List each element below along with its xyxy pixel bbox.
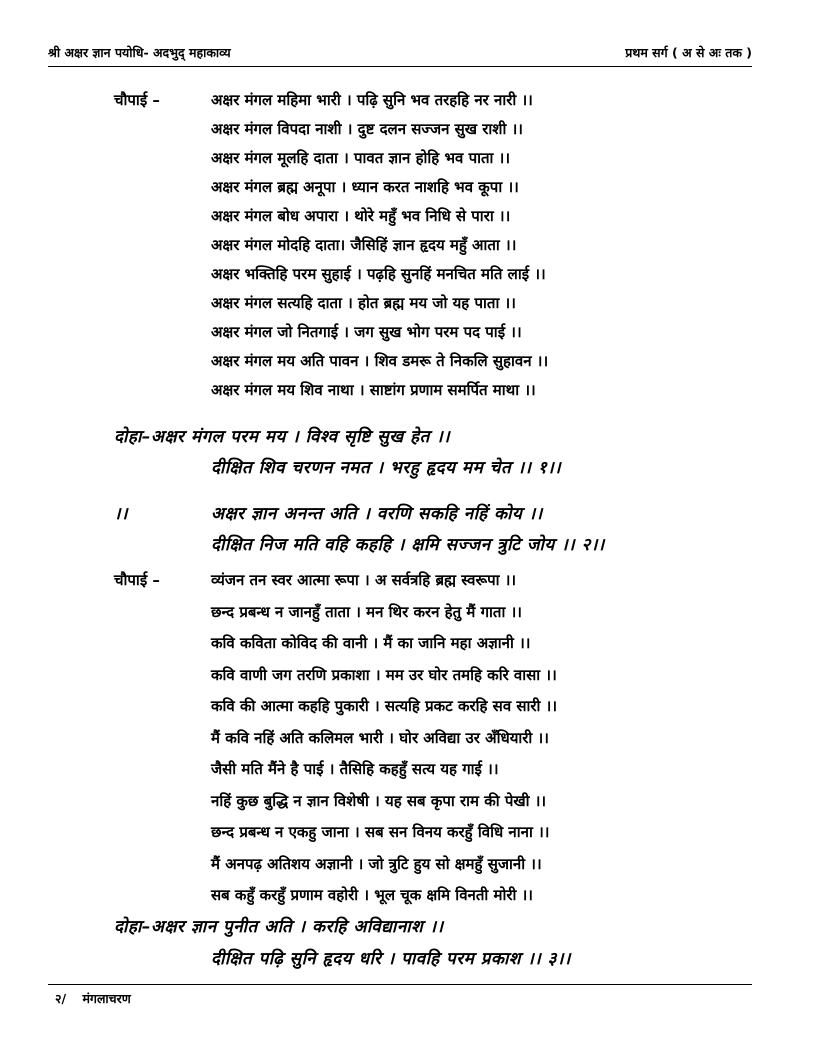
- verse-line: अक्षर मंगल विपदा नाशी । दुष्ट दलन सज्जन सुख राशी ।।: [211, 120, 523, 138]
- chaupai-label: चौपाई –: [114, 91, 160, 109]
- verse-line: अक्षर मंगल मय अति पावन । शिव डमरू ते निकलि सुहावन ।।: [211, 352, 549, 370]
- doha-line: दीक्षित निज मति वहि कहहि । क्षमि सज्जन त्रुटि जोय ।। २।।: [211, 535, 605, 555]
- footer-rule: [48, 984, 752, 985]
- verse-line: व्यंजन तन स्वर आत्मा रूपा । अ सर्वत्रहि ब्रह्म स्वरूपा ।।: [211, 571, 517, 589]
- chaupai-label: चौपाई –: [114, 571, 160, 589]
- book-title: श्री अक्षर ज्ञान पयोधि- अदभुद् महाकाव्य: [48, 45, 231, 60]
- verse-line: अक्षर मंगल मय शिव नाथा । साष्टांग प्रणाम समर्पित माथा ।।: [211, 381, 536, 399]
- page-footer: [55, 990, 143, 1007]
- verse-line: मैं अनपढ़ अतिशय अज्ञानी । जो त्रुटि हुय सो क्षमहुँ सुजानी ।।: [211, 854, 542, 873]
- verse-line: अक्षर मंगल महिमा भारी । पढ़ि सुनि भव तरहहि नर नारी ।।: [211, 91, 533, 109]
- verse-line: कवि कविता कोविद की वानी । मैं का जानि महा अज्ञानी ।।: [211, 634, 531, 652]
- page-header: [48, 44, 752, 66]
- verse-line: अक्षर मंगल मूलहि दाता । पावत ज्ञान होहि भव पाता ।।: [211, 149, 511, 167]
- doha-line: दोहा–अक्षर मंगल परम मय । विश्व सृष्टि सुख हेत ।।: [114, 427, 451, 447]
- header-rule: [48, 66, 752, 67]
- verse-line: कवि की आत्मा कहहि पुकारी । सत्यहि प्रकट करहि सव सारी ।।: [211, 697, 558, 715]
- verse-line: अक्षर मंगल सत्यहि दाता । होत ब्रह्म मय जो यह पाता ।।: [211, 294, 516, 312]
- chapter-title: प्रथम सर्ग ( अ से अः तक ): [625, 45, 752, 60]
- verse-line: नहिं कुछ बुद्धि न ज्ञान विशेषी । यह सब कृपा राम की पेखी ।।: [211, 791, 547, 810]
- doha-line: दीक्षित पढ़ि सुनि हृदय धरि । पावहि परम प्रकाश ।। ३।।: [211, 949, 571, 969]
- verse-line: अक्षर मंगल बोध अपारा । थोरे महुँ भव निधि से पारा ।।: [211, 207, 511, 225]
- verse-line: छन्द प्रबन्ध न एकहु जाना । सब सन विनय करहुँ विधि नाना ।।: [211, 823, 550, 841]
- verse-line: कवि वाणी जग तरणि प्रकाशा । मम उर घोर तमहि करि वासा ।।: [211, 665, 557, 684]
- verse-line: अक्षर भक्तिहि परम सुहाई । पढ़हि सुनहिं मनचित मति लाई ।।: [211, 265, 546, 283]
- doha-line: दीक्षित शिव चरणन नमत । भरहु हृदय मम चेत ।। १।।: [211, 458, 562, 478]
- section-name: मंगलाचरण: [82, 991, 131, 1006]
- doha-line: अक्षर ज्ञान अनन्त अति । वरणि सकहि नहिं कोय ।।: [211, 504, 543, 524]
- doha-marker: ।।: [114, 504, 128, 524]
- doha-line: दोहा–अक्षर ज्ञान पुनीत अति । करहि अविद्यानाश ।।: [114, 917, 444, 937]
- verse-line: छन्द प्रबन्ध न जानहुँ ताता । मन थिर करन हेतु मैं गाता ।।: [211, 602, 522, 621]
- verse-line: अक्षर मंगल मोदहि दाता। जैसिहिं ज्ञान हृदय महुँ आता ।।: [211, 236, 517, 254]
- verse-line: जैसी मति मैंने है पाई । तैसिहि कहहुँ सत्य यह गाई ।।: [211, 760, 499, 778]
- page-number: २/: [55, 991, 67, 1006]
- verse-line: सब कहुँ करहुँ प्रणाम वहोरी । भूल चूक क्षमि विनती मोरी ।।: [211, 886, 533, 904]
- verse-line: अक्षर मंगल ब्रह्म अनूपा । ध्यान करत नाशहि भव कूपा ।।: [211, 178, 519, 196]
- verse-line: मैं कवि नहिं अति कलिमल भारी । घोर अविद्या उर अँधियारी ।।: [211, 728, 549, 747]
- verse-line: अक्षर मंगल जो नितगाई । जग सुख भोग परम पद पाई ।।: [211, 323, 522, 341]
